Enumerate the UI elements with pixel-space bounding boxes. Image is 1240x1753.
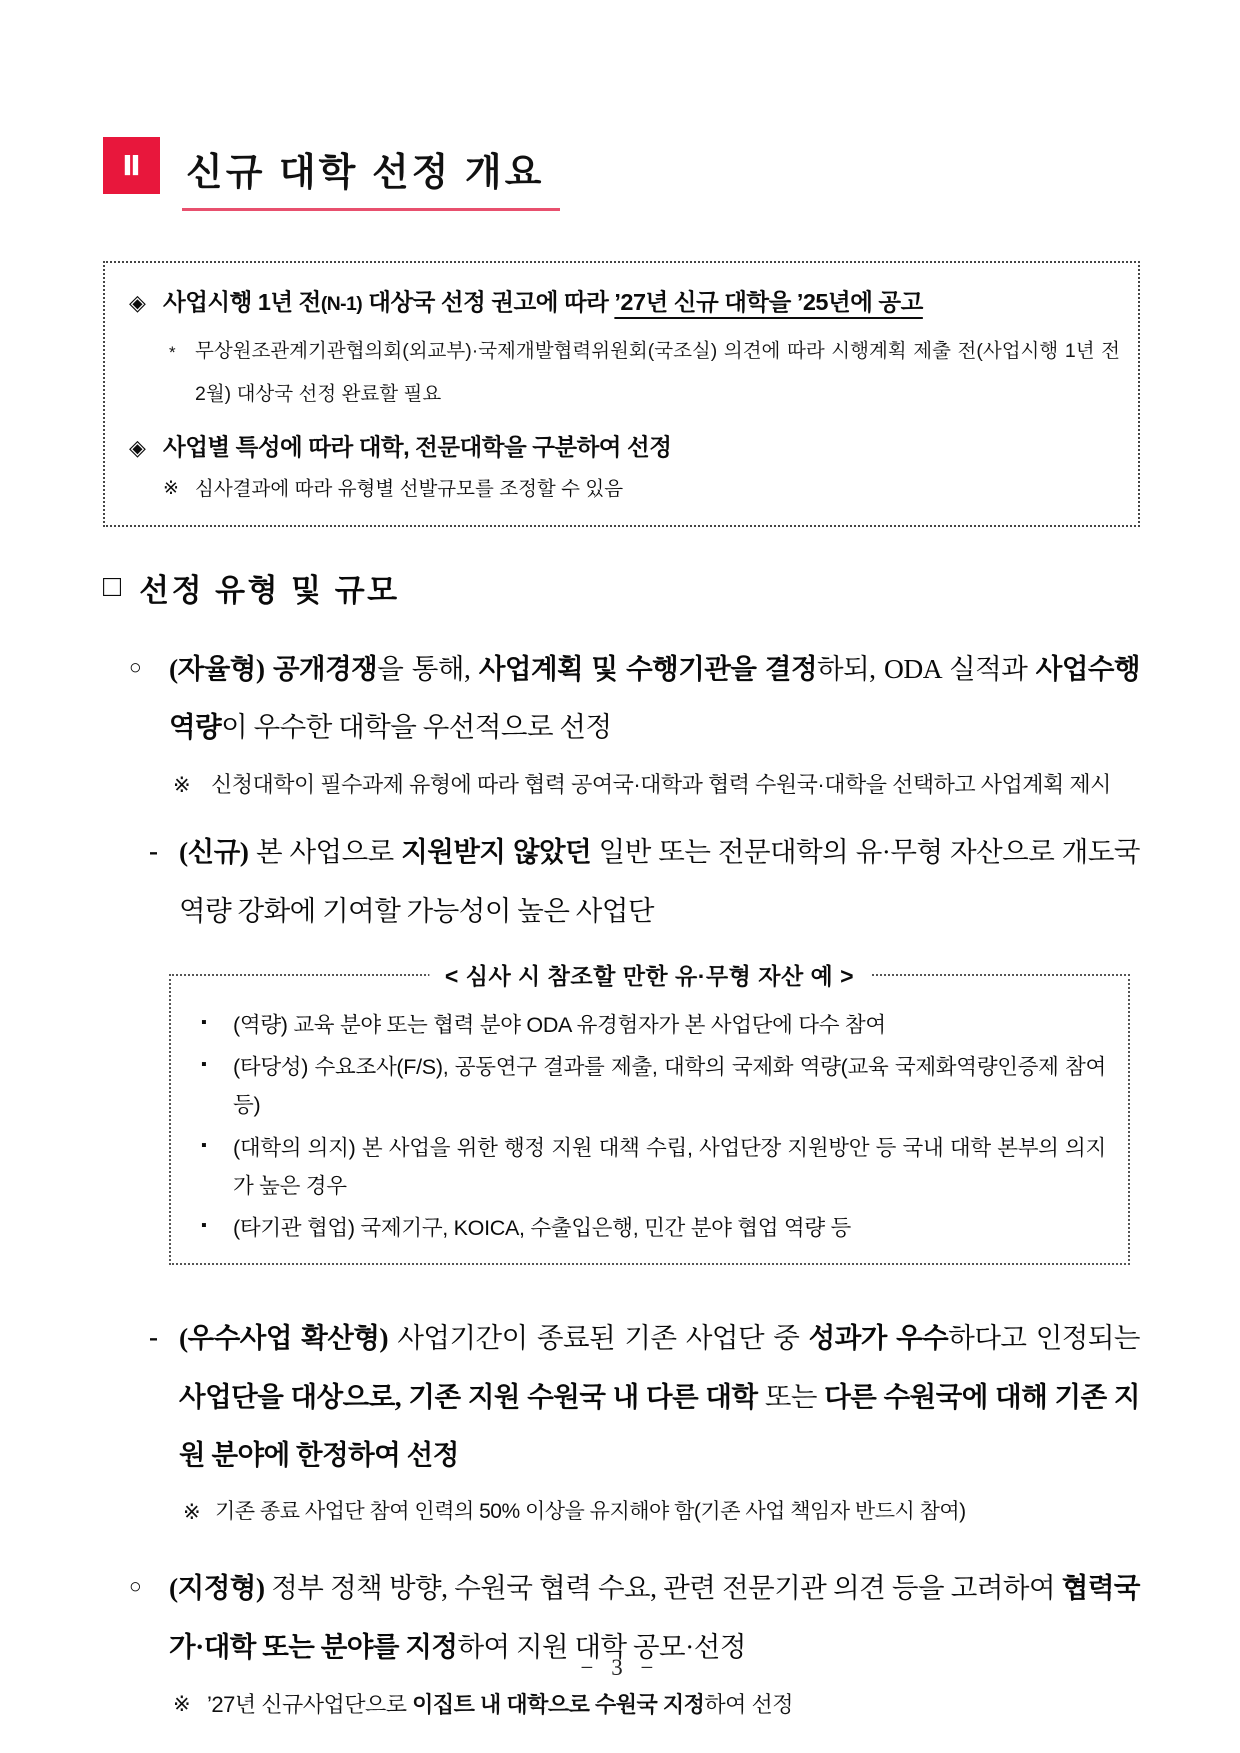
subsection-heading-text: 선정 유형 및 규모	[139, 572, 400, 608]
paragraph-autonomous-text: (자율형) 공개경쟁을 통해, 사업계획 및 수행기관을 결정하되, ODA 실적과 사업수행 역량이 우수한 대학을 우선적으로 선정	[169, 652, 1141, 742]
reference-mark-icon: ※	[183, 1501, 201, 1525]
paragraph-designated-text: (지정형) 정부 정책 방향, 수원국 협력 수요, 관련 전문기관 의견 등을 고려하여 협력국가·대학 또는 분야를 지정하여 지원 대학 공모·선정	[169, 1572, 1140, 1662]
summary-item-2	[123, 430, 1120, 465]
summary-footnote-text: 무상원조관계기관협의회(외교부)·국제개발협력위원회(국조실) 의견에 따라 시행계획 제출 전(사업시행 1년 전 2월) 대상국 선정 완료할 필요	[195, 340, 1120, 406]
note-autonomous-text: 신청대학이 필수과제 유형에 따라 협력 공여국·대학과 협력 수원국·대학을 선택하고 사업계획 제시	[211, 772, 1111, 798]
reference-mark-icon: ※	[173, 1692, 191, 1716]
asset-box-title: < 심사 시 참조할 만한 유·무형 자산 예 >	[429, 958, 870, 991]
square-bullet-icon: ▪	[201, 1217, 207, 1235]
paragraph-expansion-text: (우수사업 확산형) 사업기간이 종료된 기존 사업단 중 성과가 우수하다고 인정되는 사업단을 대상으로, 기존 지원 수원국 내 다른 대학 또는 다른 수원국에 대해 기존 지원 분야에 한정하여 선정	[179, 1322, 1140, 1470]
summary-item-1-text: 사업시행 1년 전(N-1) 대상국 선정 권고에 따라 ’27년 신규 대학을 ’25년에 공고	[163, 289, 923, 315]
section-header	[103, 137, 1140, 211]
summary-item-1	[123, 285, 1120, 320]
asset-item-feasibility-text: (타당성) 수요조사(F/S), 공동연구 결과를 제출, 대학의 국제화 역량(교육 국제화역량인증제 참여 등)	[233, 1055, 1106, 1118]
paragraph-new-type	[103, 823, 1140, 940]
paragraph-new-text: (신규) 본 사업으로 지원받지 않았던 일반 또는 전문대학의 유·무형 자산으로 개도국 역량 강화에 기여할 가능성이 높은 사업단	[179, 836, 1140, 926]
square-bullet-icon: ▪	[201, 1013, 207, 1031]
paragraph-autonomous-type	[103, 640, 1140, 757]
page-title-underline	[182, 137, 560, 211]
reference-mark-icon: ※	[173, 774, 191, 798]
summary-note-text: 심사결과에 따라 유형별 선발규모를 조정할 수 있음	[195, 478, 624, 501]
square-bullet-icon: ▪	[201, 1136, 207, 1154]
asset-item-capability-text: (역량) 교육 분야 또는 협력 분야 ODA 유경험자가 본 사업단에 다수 참여	[233, 1012, 886, 1037]
asset-example-box	[169, 962, 1130, 1266]
square-bullet-icon: □	[103, 570, 122, 604]
page-title: 신규 대학 선정 개요	[186, 152, 545, 194]
note-designated	[103, 1682, 1140, 1727]
summary-note	[123, 475, 1120, 504]
note-expansion	[103, 1490, 1140, 1533]
summary-box	[103, 261, 1140, 527]
asset-item-university-will-text: (대학의 의지) 본 사업을 위한 행정 지원 대책 수립, 사업단장 지원방안 등 국내 대학 본부의 의지가 높은 경우	[233, 1135, 1106, 1198]
summary-footnote	[123, 330, 1120, 416]
dash-bullet-icon: -	[149, 1322, 158, 1353]
asset-item-capability	[187, 1006, 1106, 1044]
page-number: − 3 −	[580, 1655, 660, 1680]
diamond-bullet-icon: ◈	[129, 435, 146, 461]
asset-item-feasibility	[187, 1048, 1106, 1125]
reference-mark-icon: ※	[163, 478, 179, 500]
asset-item-collaboration-text: (타기관 협업) 국제기구, KOICA, 수출입은행, 민간 분야 협업 역량 등	[233, 1216, 851, 1241]
summary-item-2-text: 사업별 특성에 따라 대학, 전문대학을 구분하여 선정	[163, 434, 672, 461]
note-expansion-text: 기존 종료 사업단 참여 인력의 50% 이상을 유지해야 함(기존 사업 책임자 반드시 참여)	[215, 1500, 966, 1524]
section-number-badge: Ⅱ	[103, 137, 160, 194]
circle-bullet-icon: ○	[129, 1575, 142, 1599]
asset-item-university-will	[187, 1129, 1106, 1206]
circle-bullet-icon: ○	[129, 655, 142, 679]
asterisk-bullet-icon: *	[169, 343, 176, 363]
asset-item-collaboration	[187, 1209, 1106, 1247]
paragraph-expansion-type	[103, 1309, 1140, 1484]
square-bullet-icon: ▪	[201, 1056, 207, 1074]
dash-bullet-icon: -	[149, 836, 158, 867]
subsection-heading	[103, 565, 1140, 610]
diamond-bullet-icon: ◈	[129, 290, 146, 315]
note-autonomous	[103, 762, 1140, 807]
note-designated-text: ’27년 신규사업단으로 이집트 내 대학으로 수원국 지정하여 선정	[207, 1691, 793, 1717]
